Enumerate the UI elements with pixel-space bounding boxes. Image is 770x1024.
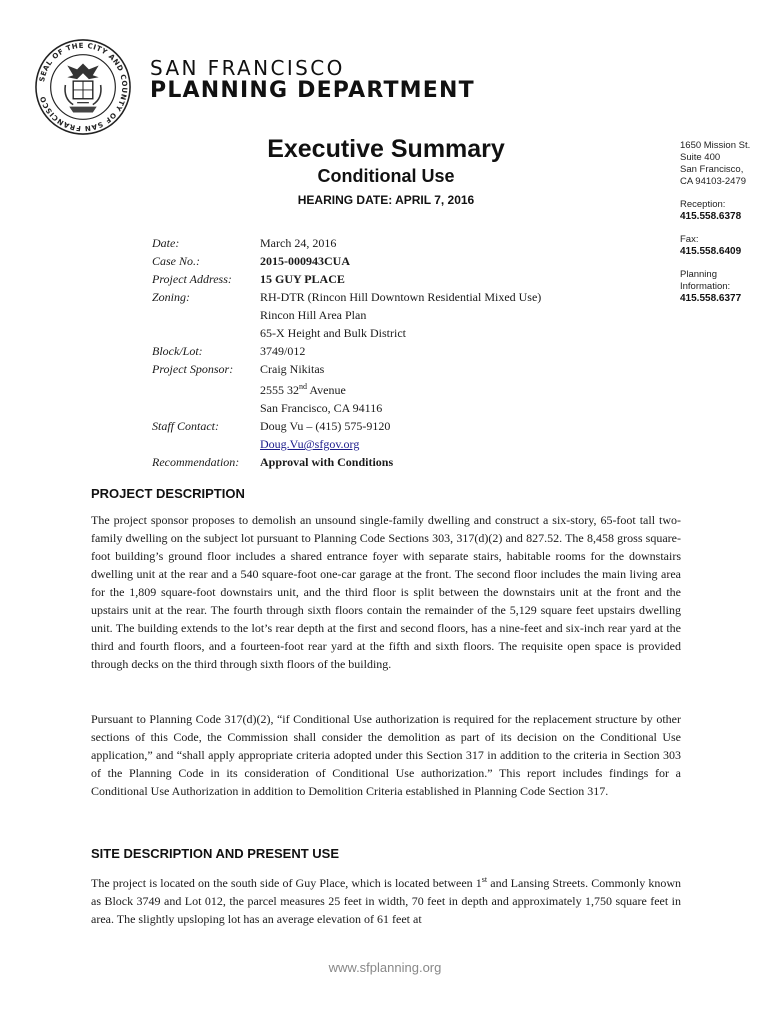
- address-line: San Francisco,: [680, 164, 744, 175]
- meta-value: Rincon Hill Area Plan: [260, 308, 367, 322]
- meta-value: 3749/012: [260, 344, 306, 358]
- meta-value: Doug Vu – (415) 575-9120: [260, 419, 391, 433]
- address-block: [680, 140, 770, 188]
- text-run: The project is located on the south side of Guy Place, which is located between 1: [91, 876, 482, 890]
- planning-info-block: [680, 269, 770, 305]
- address-line: Suite 400: [680, 152, 721, 163]
- street-name: Avenue: [307, 383, 346, 397]
- meta-label: Zoning:: [152, 290, 191, 304]
- fax-phone: 415.558.6409: [680, 246, 742, 257]
- contact-sidebar: [680, 140, 770, 316]
- seal-text: SEAL OF THE CITY AND COUNTY OF SAN FRANCISCO: [37, 40, 130, 134]
- fax-label: Fax:: [680, 234, 699, 245]
- meta-value: Approval with Conditions: [260, 455, 394, 469]
- paragraph: The project sponsor proposes to demolish an unsound single-family dwelling and construct a six-story, 65-foot tall two-family dwelling on the subject lot pursuant to Planning Code Sections 303, 317(d)(2) and 827.52. The 8,458 gross square-foot building’s ground floor includes a shared entrance foyer with separate stairs, habitable rooms for the downstairs dwelling unit at the rear and a 540 square-foot one-car garage at the front. The second floor includes the main living area for the 1,809 square-foot downstairs unit, and the third floor is split between the downstairs unit at the front and the upstairs unit at the rear. The fourth through sixth floors contain the remainder of the 5,129 square feet upstairs dwelling unit. The building extends to the lot’s rear depth at the first and second floors, has a nine-feet and six-inch rear yard at the third and fourth floors, and a fourteen-foot rear yard at the fifth and sixth floors. The requisite open space is provided through decks on the third through sixth floors of the building.: [91, 513, 681, 671]
- meta-row-date: [152, 234, 622, 252]
- meta-value: 15 GUY PLACE: [260, 272, 345, 286]
- meta-label: Block/Lot:: [152, 344, 203, 358]
- meta-row-address: [152, 270, 622, 288]
- staff-email-link[interactable]: Doug.Vu@sfgov.org: [260, 437, 360, 451]
- city-seal-icon: [34, 38, 132, 136]
- meta-value: Craig Nikitas: [260, 362, 325, 376]
- meta-label: Project Address:: [152, 272, 232, 286]
- street-number: 2555 32: [260, 383, 299, 397]
- meta-label: Case No.:: [152, 254, 200, 268]
- meta-value: 2015-000943CUA: [260, 254, 350, 268]
- hearing-date: HEARING DATE: APRIL 7, 2016: [297, 193, 475, 207]
- meta-value: 65-X Height and Bulk District: [260, 326, 406, 340]
- department-city: SAN FRANCISCO: [150, 56, 345, 80]
- meta-row-recommendation: [152, 453, 622, 471]
- ordinal-suffix: nd: [299, 382, 307, 391]
- planning-label: Information:: [680, 281, 731, 292]
- planning-label: Planning: [680, 269, 717, 280]
- reception-block: [680, 199, 770, 223]
- case-metadata: [152, 234, 622, 471]
- text-run: and Lansing Streets. Commonly known as Block 3749 and Lot 012, the parcel measures 25 feet in width, 70 feet in depth and approximately 1,750 square feet in area. The slightly upsloping lot has an average elevation of 61 feet at: [91, 876, 681, 926]
- meta-label: Recommendation:: [152, 455, 240, 469]
- address-line: CA 94103-2479: [680, 176, 747, 187]
- meta-row-case: [152, 252, 622, 270]
- meta-label: Staff Contact:: [152, 419, 219, 433]
- paragraph: Pursuant to Planning Code 317(d)(2), “if Conditional Use authorization is required for the replacement structure by other sections of this Code, the Commission shall consider the demolition as part of its decision on the Conditional Use application,” and “shall apply appropriate criteria adopted under this Section 317 in addition to the criteria in Section 303 of the Planning Code in its consideration of Conditional Use authorization.” This report includes findings for a Conditional Use Authorization in addition to Demolition Criteria established in Planning Code Section 317.: [91, 712, 681, 798]
- planning-phone: 415.558.6377: [680, 293, 742, 304]
- meta-label: Project Sponsor:: [152, 362, 234, 376]
- department-header: [150, 57, 475, 103]
- meta-row-sponsor: [152, 360, 622, 417]
- reception-label: Reception:: [680, 199, 726, 210]
- footer-url: www.sfplanning.org: [328, 960, 442, 975]
- section-heading: PROJECT DESCRIPTION: [91, 486, 245, 501]
- fax-block: [680, 234, 770, 258]
- ordinal-suffix: st: [481, 875, 488, 884]
- meta-row-zoning: [152, 288, 622, 342]
- meta-row-staff: [152, 417, 622, 453]
- section-heading: SITE DESCRIPTION AND PRESENT USE: [91, 846, 339, 861]
- meta-value: San Francisco, CA 94116: [260, 401, 383, 415]
- address-line: 1650 Mission St.: [680, 140, 751, 151]
- meta-row-blocklot: [152, 342, 622, 360]
- meta-value: RH-DTR (Rincon Hill Downtown Residential Mixed Use): [260, 290, 542, 304]
- page-subtitle: Conditional Use: [317, 166, 455, 186]
- reception-phone: 415.558.6378: [680, 211, 742, 222]
- department-name: PLANNING DEPARTMENT: [150, 78, 475, 103]
- meta-label: Date:: [152, 236, 180, 250]
- page-title: Executive Summary: [267, 135, 505, 163]
- meta-value: March 24, 2016: [260, 236, 337, 250]
- paragraph: [91, 871, 681, 928]
- meta-value: [260, 378, 622, 399]
